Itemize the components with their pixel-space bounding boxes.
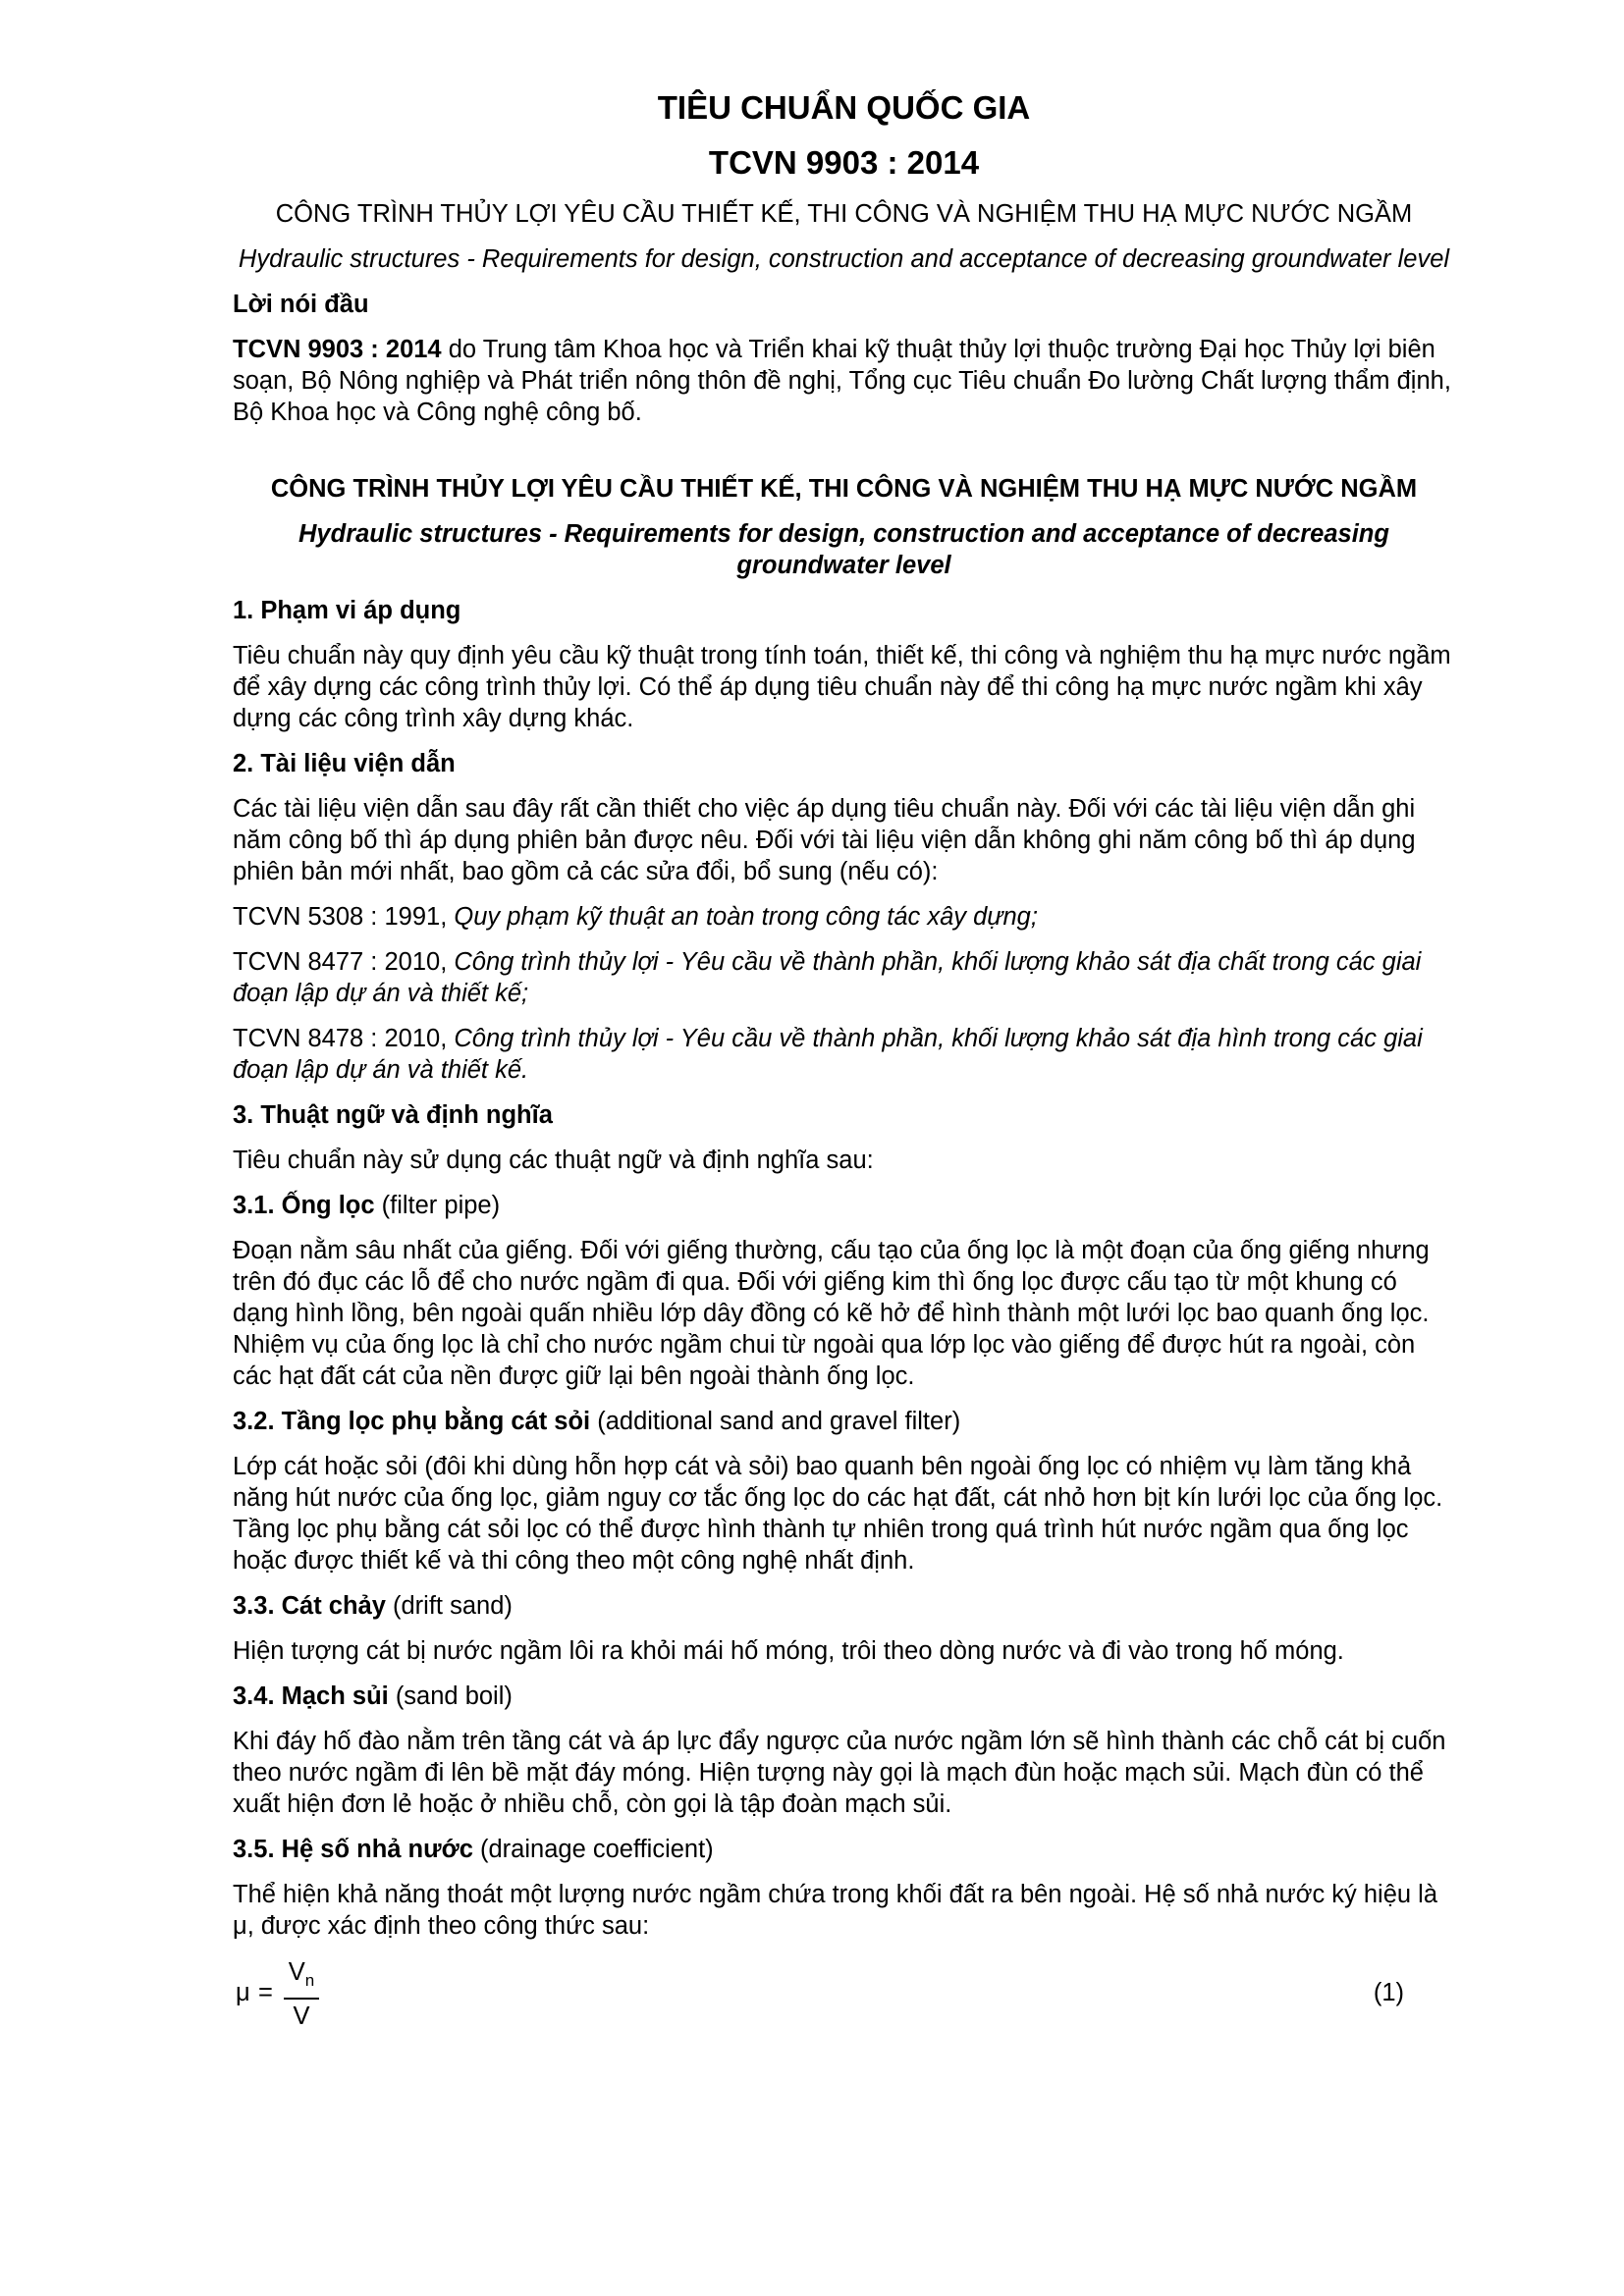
foreword-text: do Trung tâm Khoa học và Triển khai kỹ thuật thủy lợi thuộc trường Đại học Thủy lợi biên soạn, Bộ Nông nghiệp và Phát triển nông thôn đề nghị, Tổng cục Tiêu chuẩn Đo lường Chất lượng thẩm định, Bộ Khoa học và Công nghệ công bố.	[233, 336, 1451, 426]
formula-number: (1)	[1373, 1979, 1404, 2006]
main-title-vi: CÔNG TRÌNH THỦY LỢI YÊU CẦU THIẾT KẾ, THI CÔNG VÀ NGHIỆM THU HẠ MỰC NƯỚC NGẦM	[270, 475, 1418, 503]
formula-equals: =	[258, 1979, 273, 2006]
standard-code: TCVN 9903 : 2014	[708, 144, 980, 181]
main-title-en: Hydraulic structures - Requirements for design, construction and acceptance of decreasing groundwater level	[298, 520, 1389, 579]
reference-code: TCVN 8478 : 2010,	[233, 1025, 455, 1052]
reference-item	[233, 1023, 1455, 1086]
term-heading	[233, 1681, 1455, 1712]
term-heading	[233, 1406, 1455, 1437]
term-heading	[233, 1590, 1455, 1622]
reference-code: TCVN 5308 : 1991,	[233, 903, 455, 931]
foreword-heading: Lời nói đầu	[233, 291, 369, 318]
term-english: (drift sand)	[385, 1592, 513, 1620]
section-2-heading: 2. Tài liệu viện dẫn	[233, 750, 456, 777]
formula-denominator: V	[293, 2002, 310, 2031]
term-definition: Thể hiện khả năng thoát một lượng nước ngầm chứa trong khối đất ra bên ngoài. Hệ số nhả nước ký hiệu là μ, được xác định theo công thức sau:	[233, 1881, 1438, 1940]
foreword-code: TCVN 9903 : 2014	[233, 336, 442, 363]
term-definition: Khi đáy hố đào nằm trên tầng cát và áp lực đẩy ngược của nước ngầm lớn sẽ hình thành các chỗ cát bị cuốn theo nước ngầm đi lên bề mặt đáy móng. Hiện tượng này gọi là mạch đùn hoặc mạch sủi. Mạch đùn có thể xuất hiện đơn lẻ hoặc ở nhiều chỗ, còn gọi là tập đoàn mạch sủi.	[233, 1728, 1446, 1818]
foreword-paragraph	[233, 334, 1455, 428]
reference-title: Công trình thủy lợi - Yêu cầu về thành phần, khối lượng khảo sát địa hình trong các giai đoạn lập dự án và thiết kế.	[233, 1025, 1423, 1084]
document-page	[233, 86, 1455, 2034]
term-number: 3.4. Mạch sủi	[233, 1682, 389, 1710]
term-english: (sand boil)	[388, 1682, 513, 1710]
term-number: 3.3. Cát chảy	[233, 1592, 386, 1620]
formula-symbol: μ	[236, 1979, 250, 2006]
section-1-text: Tiêu chuẩn này quy định yêu cầu kỹ thuật trong tính toán, thiết kế, thi công và nghiệm thu hạ mực nước ngầm để xây dựng các công trình thủy lợi. Có thể áp dụng tiêu chuẩn này để thi công hạ mực nước ngầm khi xây dựng các công trình xây dựng khác.	[233, 642, 1451, 732]
formula-fraction	[284, 1955, 319, 2033]
term-english: (filter pipe)	[374, 1192, 501, 1219]
term-number: 3.5. Hệ số nhả nước	[233, 1836, 473, 1863]
term-definition: Đoạn nằm sâu nhất của giếng. Đối với giếng thường, cấu tạo của ống lọc là một đoạn của ống giếng nhưng trên đó đục các lỗ để cho nước ngầm đi qua. Đối với giếng kim thì ống lọc được cấu tạo từ một khung có dạng hình lồng, bên ngoài quấn nhiều lớp dây đồng có kẽ hở để hình thành một lưới lọc bao quanh ống lọc. Nhiệm vụ của ống lọc là chỉ cho nước ngầm chui từ ngoài qua lớp lọc vào giếng để được hút ra ngoài, còn các hạt đất cát của nền được giữ lại bên ngoài thành ống lọc.	[233, 1237, 1430, 1390]
term-definition: Hiện tượng cát bị nước ngầm lôi ra khỏi mái hố móng, trôi theo dòng nước và đi vào trong hố móng.	[233, 1637, 1344, 1665]
section-3-intro: Tiêu chuẩn này sử dụng các thuật ngữ và định nghĩa sau:	[233, 1147, 874, 1174]
reference-title: Quy phạm kỹ thuật an toàn trong công tác xây dựng;	[454, 903, 1038, 931]
term-number: 3.2. Tầng lọc phụ bằng cát sỏi	[233, 1408, 591, 1435]
standard-name-en: Hydraulic structures - Requirements for design, construction and acceptance of decreasing groundwater level	[238, 245, 1450, 273]
numerator-symbol: V	[288, 1958, 305, 1986]
term-number: 3.1. Ống lọc	[233, 1192, 375, 1219]
term-english: (drainage coefficient)	[472, 1836, 714, 1863]
term-heading	[233, 1190, 1455, 1221]
term-english: (additional sand and gravel filter)	[590, 1408, 961, 1435]
document-type-title: TIÊU CHUẨN QUỐC GIA	[657, 89, 1031, 126]
formula-numerator	[284, 1955, 319, 2000]
standard-name-vi: CÔNG TRÌNH THỦY LỢI YÊU CẦU THIẾT KẾ, THI CÔNG VÀ NGHIỆM THU HẠ MỰC NƯỚC NGẦM	[275, 200, 1413, 228]
numerator-subscript: n	[304, 1971, 315, 1991]
reference-code: TCVN 8477 : 2010,	[233, 948, 455, 976]
reference-item	[233, 946, 1455, 1009]
term-definition: Lớp cát hoặc sỏi (đôi khi dùng hỗn hợp cát và sỏi) bao quanh bên ngoài ống lọc có nhiệm vụ làm tăng khả năng hút nước của ống lọc, giảm nguy cơ tắc ống lọc do các hạt đất, cát nhỏ hơn bịt kín lưới lọc của ống lọc. Tầng lọc phụ bằng cát sỏi lọc có thể được hình thành tự nhiên trong quá trình hút nước ngầm qua ống lọc hoặc được thiết kế và thi công theo một công nghệ nhất định.	[233, 1453, 1443, 1575]
reference-title: Công trình thủy lợi - Yêu cầu về thành phần, khối lượng khảo sát địa chất trong các giai đoạn lập dự án và thiết kế;	[233, 948, 1422, 1007]
section-3-heading: 3. Thuật ngữ và định nghĩa	[233, 1101, 553, 1129]
term-heading	[233, 1834, 1455, 1865]
reference-item	[233, 901, 1455, 933]
drainage-coefficient-formula	[233, 1955, 1455, 2034]
section-1-heading: 1. Phạm vi áp dụng	[233, 597, 461, 624]
section-2-text: Các tài liệu viện dẫn sau đây rất cần thiết cho việc áp dụng tiêu chuẩn này. Đối với các tài liệu viện dẫn ghi năm công bố thì áp dụng phiên bản được nêu. Đối với tài liệu viện dẫn không ghi năm công bố thì áp dụng phiên bản mới nhất, bao gồm cả các sửa đổi, bổ sung (nếu có):	[233, 795, 1416, 885]
